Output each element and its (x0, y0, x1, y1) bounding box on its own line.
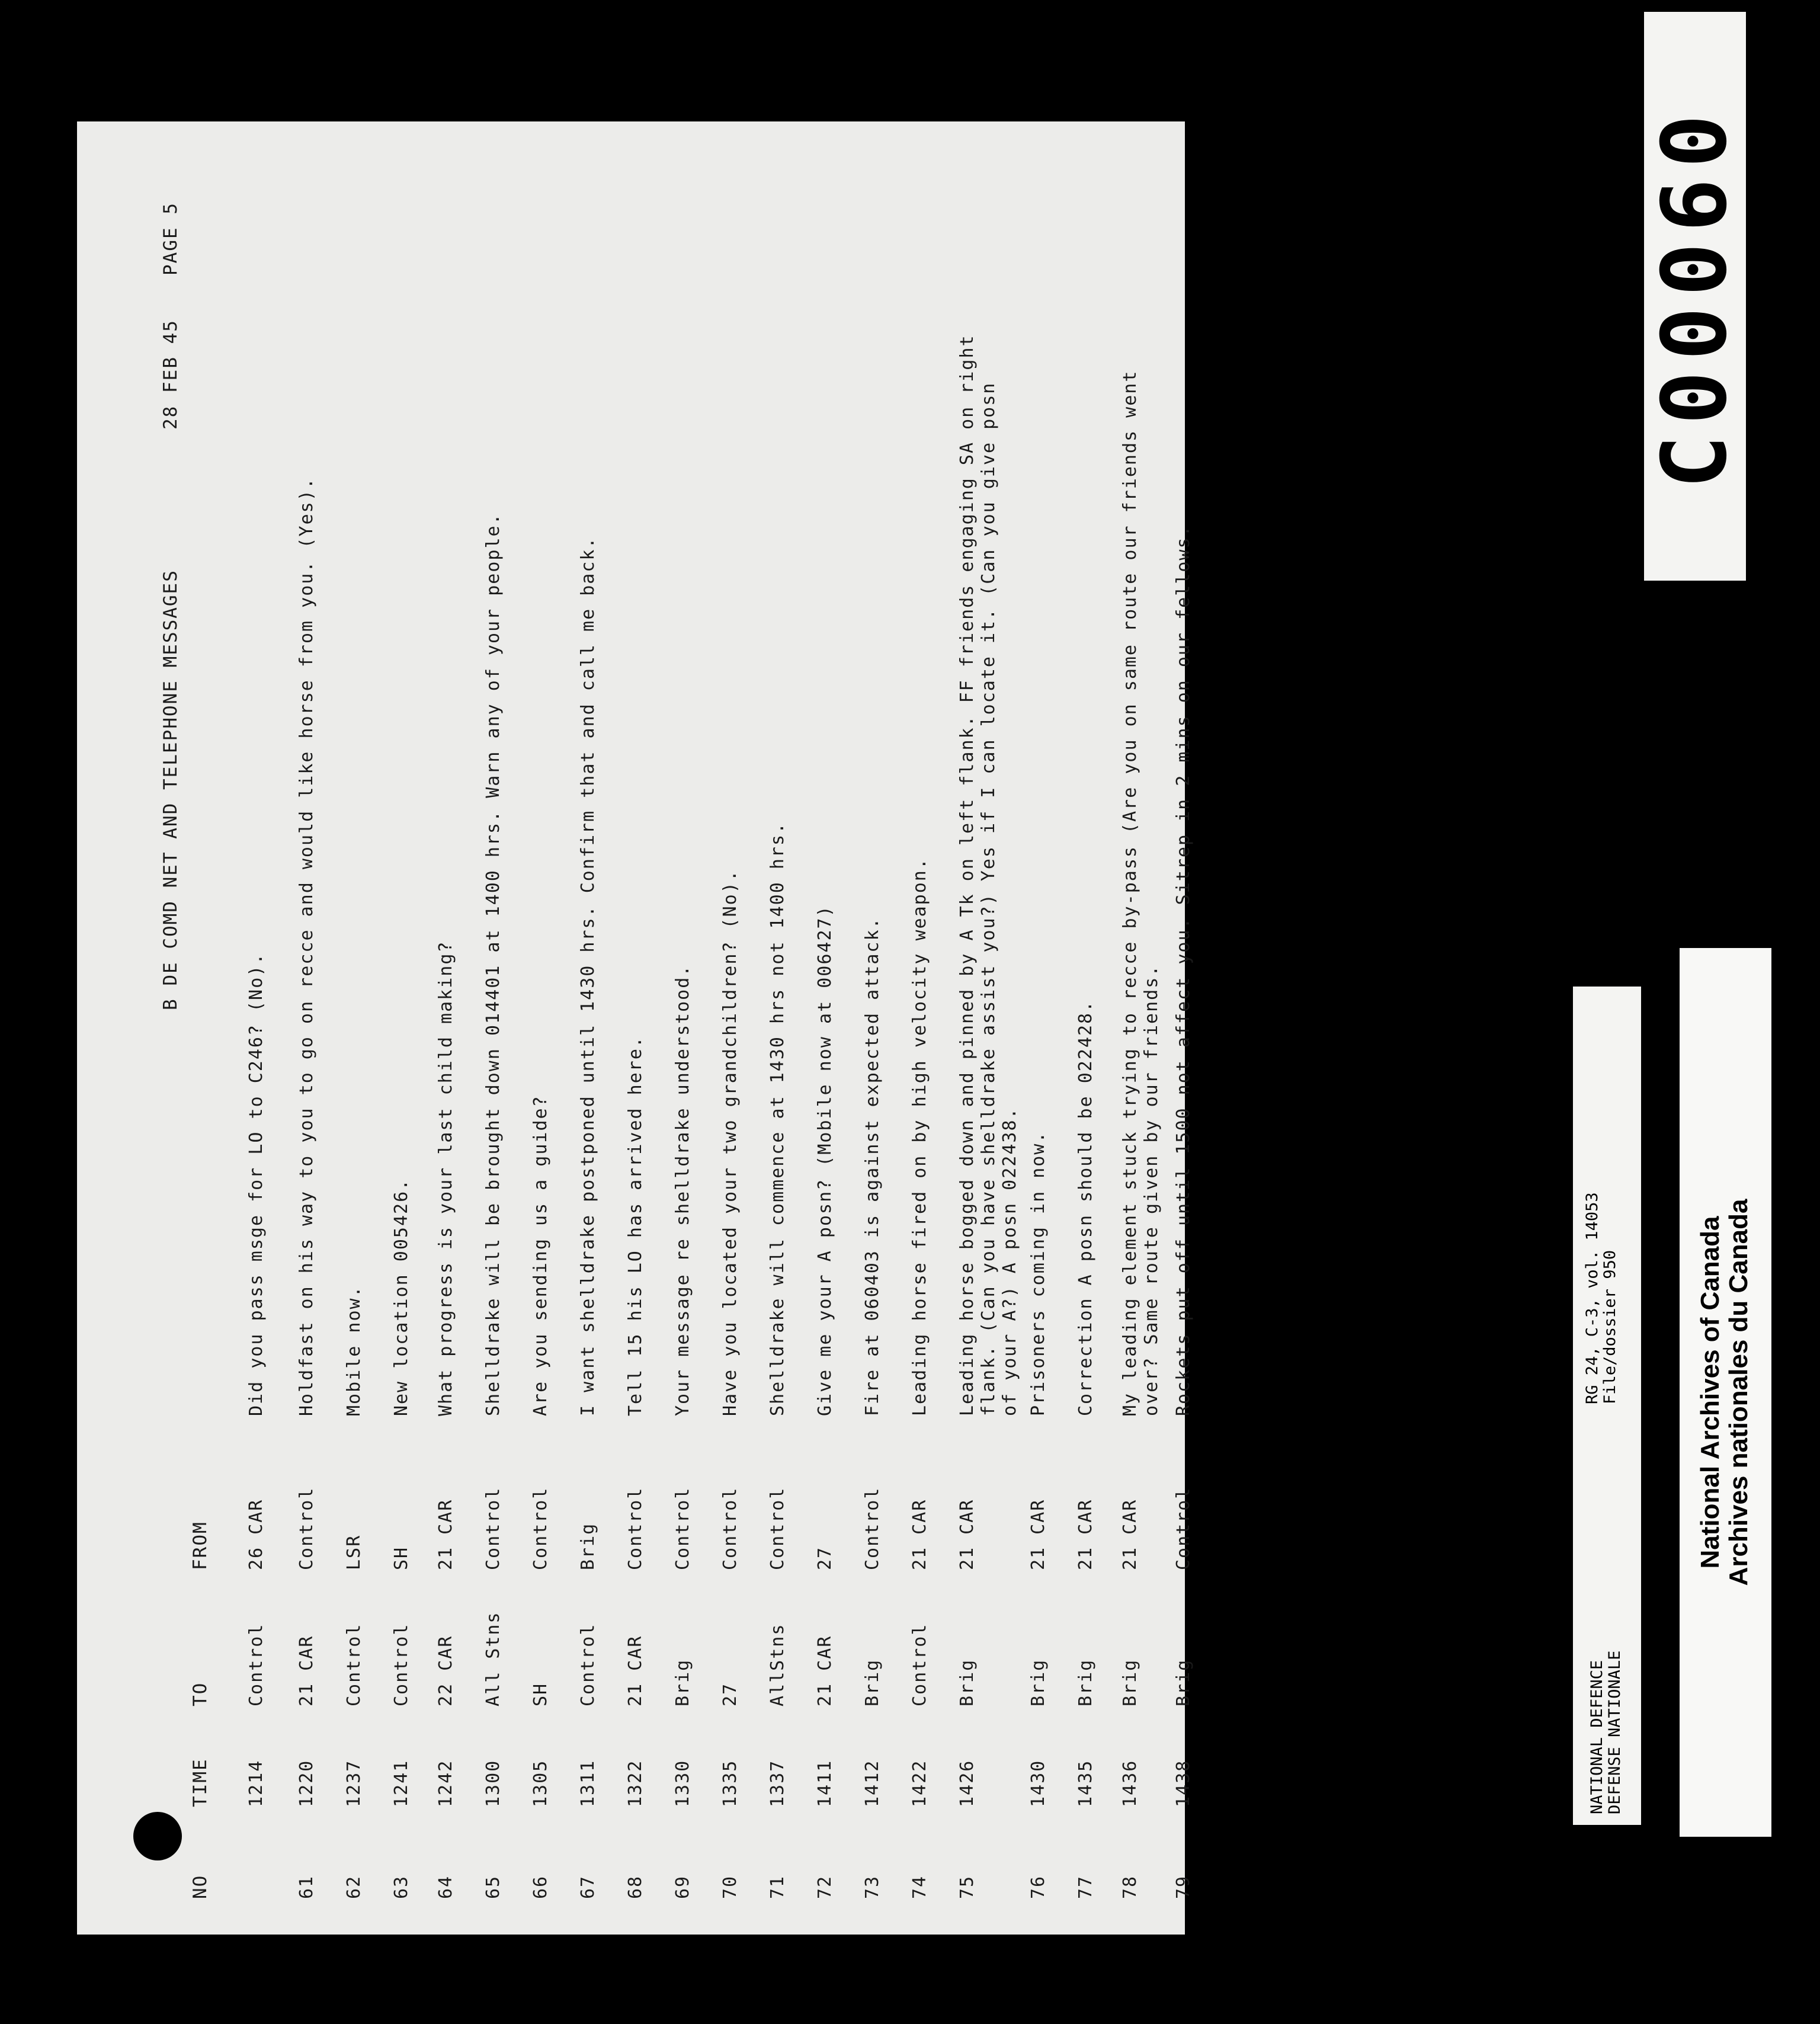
row-to: Brig (957, 1658, 978, 1706)
message-line: Rockets put off until 1500 not affect you. Sitrep in 2 mins on our fellows. (1173, 524, 1194, 1416)
message-line: flank. (Can you have shelldrake assist you?) Yes if I can locate it. (Can you give posn (978, 382, 999, 1416)
row-no: 77 (1075, 1875, 1096, 1899)
row-message (957, 334, 1021, 1416)
document-date: 28 FEB 45 (160, 319, 181, 430)
message-line: of your A?) A posn 022438. (999, 1107, 1020, 1416)
row-message (530, 1095, 552, 1416)
row-time: 1322 (625, 1759, 646, 1807)
table-row (720, 121, 767, 1935)
row-to: 27 (720, 1682, 741, 1706)
row-time: 1337 (767, 1759, 788, 1807)
row-time: 1436 (1120, 1759, 1140, 1807)
row-no: 75 (957, 1875, 978, 1899)
message-log-sheet-wrap (77, 121, 1194, 1935)
row-message (435, 941, 457, 1416)
row-to: 22 CAR (435, 1635, 456, 1706)
row-message (391, 1178, 412, 1416)
row-no: 66 (530, 1875, 551, 1899)
row-no: 71 (767, 1875, 788, 1899)
row-to: AllStns (767, 1623, 788, 1706)
table-row (625, 121, 672, 1935)
row-message (296, 477, 318, 1416)
row-time: 1412 (862, 1759, 883, 1807)
row-to: Control (578, 1623, 598, 1706)
table-row (246, 121, 293, 1935)
row-no: 61 (296, 1875, 317, 1899)
document-title: B DE COMD NET AND TELEPHONE MESSAGES (160, 569, 181, 1010)
archives-label-wrap (1680, 948, 1771, 1837)
table-row (483, 121, 530, 1935)
reference-file: File/dossier 950 (1601, 1250, 1619, 1404)
row-time: 1300 (483, 1759, 504, 1807)
message-line: Mobile now. (344, 1285, 364, 1416)
punch-hole (133, 1812, 182, 1860)
row-to: Control (909, 1623, 930, 1706)
row-time: 1220 (296, 1759, 317, 1807)
message-line: Leading horse fired on by high velocity weapon. (909, 857, 930, 1416)
message-line: Did you pass msge for LO to C246? (No). (246, 952, 267, 1416)
row-from: 21 CAR (909, 1498, 930, 1570)
row-message (344, 1285, 365, 1416)
row-message (909, 857, 931, 1416)
row-message (1173, 524, 1194, 1416)
row-from: 27 (815, 1546, 835, 1570)
header-time: TIME (190, 1758, 211, 1807)
row-time: 1422 (909, 1759, 930, 1807)
message-line: Are you sending us a guide? (530, 1095, 551, 1416)
table-row (1173, 121, 1220, 1935)
table-row (672, 121, 720, 1935)
table-row (344, 121, 391, 1935)
table-row (296, 121, 344, 1935)
header-from: FROM (190, 1521, 211, 1570)
header-to: TO (190, 1682, 211, 1706)
row-message (625, 1036, 646, 1416)
message-line: Shelldrake will be brought down 014401 at 1400 hrs. Warn any of your people. (483, 513, 504, 1416)
row-message (578, 536, 599, 1416)
row-no: 68 (625, 1875, 646, 1899)
row-no: 79 (1173, 1875, 1194, 1899)
reference-label (1573, 987, 1641, 1825)
row-no: 72 (815, 1875, 835, 1899)
message-line: I want shelldrake postponed until 1430 hrs. Confirm that and call me back. (578, 536, 598, 1416)
row-no: 67 (578, 1875, 598, 1899)
row-to: Brig (862, 1658, 883, 1706)
row-from: 21 CAR (435, 1498, 456, 1570)
archives-name-fr: Archives nationales du Canada (1724, 1199, 1753, 1586)
table-row (578, 121, 625, 1935)
row-no: 78 (1120, 1875, 1140, 1899)
row-no: 69 (672, 1875, 693, 1899)
message-line: Prisoners coming in now. (1028, 1131, 1049, 1416)
row-from: Brig (578, 1522, 598, 1570)
row-message (672, 965, 694, 1416)
message-line: Holdfast on his way to you to go on recce and would like horse from you. (Yes). (296, 477, 317, 1416)
row-time: 1426 (957, 1759, 978, 1807)
row-to: 21 CAR (625, 1635, 646, 1706)
reel-label-wrap (1644, 12, 1746, 581)
message-line: over? Same route given by our friends. (1141, 964, 1162, 1416)
table-row (1028, 121, 1075, 1935)
row-from: Control (483, 1487, 504, 1570)
row-to: Brig (1028, 1658, 1049, 1706)
row-message (767, 822, 789, 1416)
row-time: 1305 (530, 1759, 551, 1807)
row-no: 73 (862, 1875, 883, 1899)
archives-name-en: National Archives of Canada (1696, 1216, 1725, 1569)
row-time: 1438 (1173, 1759, 1194, 1807)
message-line: New location 005426. (391, 1178, 412, 1416)
archives-label (1680, 948, 1771, 1837)
reference-dept-fr: DEFENSE NATIONALE (1606, 1650, 1624, 1814)
row-to: Brig (1075, 1658, 1096, 1706)
row-no: 65 (483, 1875, 504, 1899)
table-row (815, 121, 862, 1935)
reference-dept-en: NATIONAL DEFENCE (1588, 1660, 1606, 1814)
table-row (530, 121, 578, 1935)
row-time: 1214 (246, 1759, 267, 1807)
message-line: Leading horse bogged down and pinned by A Tk on left flank. FF friends engaging SA on right (957, 334, 978, 1416)
message-line: Shelldrake will commence at 1430 hrs not 1400 hrs. (767, 821, 788, 1416)
header-no: NO (190, 1874, 211, 1899)
row-from: Control (672, 1487, 693, 1570)
message-line: Correction A posn should be 022428. (1075, 1000, 1096, 1416)
row-from: Control (767, 1487, 788, 1570)
row-no: 64 (435, 1875, 456, 1899)
row-to: 21 CAR (815, 1635, 835, 1706)
row-message (720, 869, 741, 1416)
message-line: Have you located your two grandchildren? (No). (720, 869, 741, 1416)
table-row (909, 121, 957, 1935)
row-from: Control (530, 1487, 551, 1570)
page-number: PAGE 5 (160, 202, 181, 276)
row-from: Control (625, 1487, 646, 1570)
row-to: Control (391, 1623, 412, 1706)
table-row (1075, 121, 1123, 1935)
row-no: 63 (391, 1875, 412, 1899)
table-row (767, 121, 815, 1935)
row-from: 21 CAR (1120, 1498, 1140, 1570)
row-time: 1241 (391, 1759, 412, 1807)
table-row (862, 121, 909, 1935)
row-time: 1335 (720, 1759, 741, 1807)
row-to: All Stns (483, 1611, 504, 1706)
row-from: 21 CAR (957, 1498, 978, 1570)
message-log-sheet (77, 121, 1194, 1935)
reference-volume: RG 24, C-3, vol. 14053 (1583, 1192, 1601, 1404)
row-message (483, 513, 504, 1416)
row-message (815, 905, 836, 1416)
row-time: 1430 (1028, 1759, 1049, 1807)
row-to: Brig (1173, 1658, 1194, 1706)
row-from: Control (1173, 1487, 1194, 1570)
row-from: 26 CAR (246, 1498, 267, 1570)
table-row (435, 121, 483, 1935)
row-no: 74 (909, 1875, 930, 1899)
row-time: 1435 (1075, 1759, 1096, 1807)
row-message (1028, 1131, 1049, 1416)
row-from: Control (296, 1487, 317, 1570)
row-time: 1242 (435, 1759, 456, 1807)
row-message (246, 953, 267, 1416)
message-line: My leading element stuck trying to recce by-pass (Are you on same route our friends went (1120, 370, 1140, 1416)
row-message (1075, 1000, 1097, 1416)
row-to: Brig (1120, 1658, 1140, 1706)
row-no: 76 (1028, 1875, 1049, 1899)
row-time: 1411 (815, 1759, 835, 1807)
row-no: 70 (720, 1875, 741, 1899)
row-from: 21 CAR (1028, 1498, 1049, 1570)
row-from: SH (391, 1546, 412, 1570)
row-from: Control (862, 1487, 883, 1570)
row-to: 21 CAR (296, 1635, 317, 1706)
row-from: 21 CAR (1075, 1498, 1096, 1570)
row-to: Control (246, 1623, 267, 1706)
table-row (1120, 121, 1167, 1935)
row-no: 62 (344, 1875, 364, 1899)
reference-label-wrap (1573, 987, 1641, 1825)
row-from: Control (720, 1487, 741, 1570)
row-message (862, 917, 883, 1416)
table-row (391, 121, 438, 1935)
message-line: Fire at 060403 is against expected attack. (862, 917, 883, 1416)
reel-number-label: C00060 (1644, 12, 1746, 581)
message-line: Your message re shelldrake understood. (672, 964, 693, 1416)
row-time: 1330 (672, 1759, 693, 1807)
table-row (957, 121, 1020, 1935)
row-time: 1237 (344, 1759, 364, 1807)
row-to: Brig (672, 1658, 693, 1706)
message-line: Tell 15 his LO has arrived here. (625, 1036, 646, 1416)
message-line: What progress is your last child making? (435, 940, 456, 1416)
row-message (1120, 370, 1162, 1416)
row-time: 1311 (578, 1759, 598, 1807)
row-from: LSR (344, 1534, 364, 1570)
row-to: Control (344, 1623, 364, 1706)
message-line: Give me your A posn? (Mobile now at 006427) (815, 905, 835, 1416)
row-to: SH (530, 1682, 551, 1706)
